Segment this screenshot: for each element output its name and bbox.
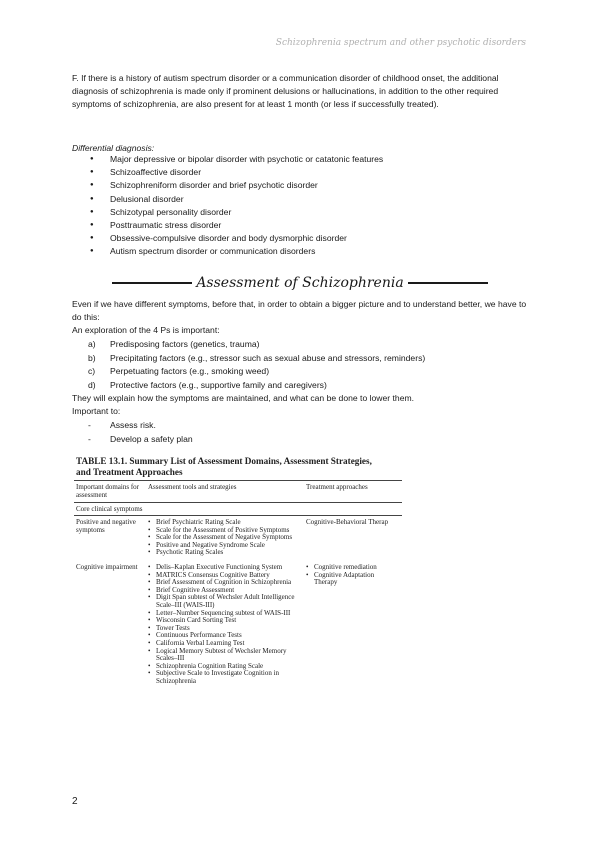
running-head: Schizophrenia spectrum and other psychotic disorders [275,38,526,48]
list-text: Perpetuating factors (e.g., smoking weed) [110,366,270,376]
table-cell-treatment [306,519,402,557]
list-item: ● Major depressive or bipolar disorder with psychotic or catatonic features [88,153,383,166]
list-dash: - [88,420,91,430]
list-item [88,352,425,366]
four-ps-intro: An exploration of the 4 Ps is important: [72,325,220,335]
table-cell-domain: Cognitive impairment [76,562,138,571]
list-item [88,365,425,379]
maintained-sentence: They will explain how the symptoms are maintained, and what can be done to lower them. [72,393,415,403]
list-letter: b) [88,352,96,363]
table-caption [76,456,402,477]
list-item [88,379,425,393]
important-to-label: Important to: [72,406,121,416]
tool-item: • California Verbal Learning Test [148,640,306,648]
tool-item: • Wisconsin Card Sorting Test [148,617,306,625]
title-rule-right [408,282,488,284]
tool-item: • Scale for the Assessment of Positive Symptoms [148,527,306,535]
list-text: Predisposing factors (genetics, trauma) [110,339,260,349]
column-header: Assessment tools and strategies [148,483,237,491]
list-item [88,418,193,432]
differential-heading: Differential diagnosis: [72,143,155,153]
column-header: Important domains for assessment [76,483,139,499]
treatment-item: • Cognitive Adaptation Therapy [306,572,394,587]
table-row [74,561,402,690]
table-cell-treatment [306,564,402,686]
four-ps-list [88,338,425,392]
list-item: ● Obsessive-compulsive disorder and body dysmorphic disorder [88,232,383,245]
tool-item: • Subjective Scale to Investigate Cognition in Schizophrenia [148,670,306,685]
tool-item: • Positive and Negative Syndrome Scale [148,542,306,550]
page-number: 2 [72,796,78,807]
tool-item: • Scale for the Assessment of Negative Symptoms [148,534,306,542]
tool-item: • Schizophrenia Cognition Rating Scale [148,663,306,671]
list-item [88,338,425,352]
table-header-row [74,481,402,502]
list-dash: - [88,434,91,444]
table-cell-tools [148,519,306,557]
tool-item: • Brief Cognitive Assessment [148,587,306,595]
list-item: ● Schizotypal personality disorder [88,206,383,219]
column-header: Treatment approaches [306,483,368,491]
list-item: ● Posttraumatic stress disorder [88,219,383,232]
list-text: Develop a safety plan [110,434,193,444]
important-list [88,418,193,446]
table-row [74,516,402,561]
list-letter: d) [88,379,96,390]
tool-item: • MATRICS Consensus Cognitive Battery [148,572,306,580]
differential-list [88,153,383,259]
list-letter: c) [88,366,96,376]
treatment-item: • Cognitive remediation [306,564,402,572]
criterion-f-paragraph: F. If there is a history of autism spectrum disorder or a communication disorder of childhood onset, the additional diagnosis of schizophrenia is made only if prominent delusions or hallucinations, in addition to the other required symptoms of schizophrenia, are also present for at least 1 month (or less if successfully treated). [72,73,499,109]
list-text: Precipitating factors (e.g., stressor such as sexual abuse and stressors, reminders) [110,352,426,363]
title-rule-left [112,282,192,284]
tool-item: • Letter–Number Sequencing subtest of WAIS-III [148,610,306,618]
assessment-table-image [74,456,402,744]
table-cell-domain: Positive and negative symptoms [76,518,136,534]
tool-item: • Digit Span subtest of Wechsler Adult Intelligence Scale–III (WAIS-III) [148,594,306,609]
list-text: Protective factors (e.g., supportive family and caregivers) [110,379,327,390]
list-item: ● Delusional disorder [88,193,383,206]
tool-item: • Tower Tests [148,625,306,633]
table-caption-line: TABLE 13.1. Summary List of Assessment Domains, Assessment Strategies, [76,456,372,466]
table-group-label: Core clinical symptoms [76,505,143,513]
list-item [88,432,193,446]
list-item: ● Schizophreniform disorder and brief psychotic disorder [88,179,383,192]
section-title-text: Assessment of Schizophrenia [196,275,404,291]
table-caption-line: and Treatment Approaches [76,466,183,477]
list-text: Assess risk. [110,420,156,430]
tool-item: • Logical Memory Subtest of Wechsler Memory Scales–III [148,648,306,663]
tool-item: • Continuous Performance Tests [148,632,306,640]
section-title [108,270,492,296]
list-item: ● Schizoaffective disorder [88,166,383,179]
table-cell-tools [148,564,306,686]
list-item: ● Autism spectrum disorder or communication disorders [88,245,383,258]
tool-item: • Delis–Kaplan Executive Functioning System [148,564,306,572]
tool-item: • Brief Psychiatric Rating Scale [148,519,306,527]
intro-paragraph: Even if we have different symptoms, before that, in order to obtain a bigger picture and to understand better, we have to do this: [72,299,527,322]
list-letter: a) [88,339,96,349]
treatment-item: Cognitive-Behavioral Therap [306,518,389,526]
tool-item: • Brief Assessment of Cognition in Schizophrenia [148,579,306,587]
tool-item: • Psychotic Rating Scales [148,549,306,557]
